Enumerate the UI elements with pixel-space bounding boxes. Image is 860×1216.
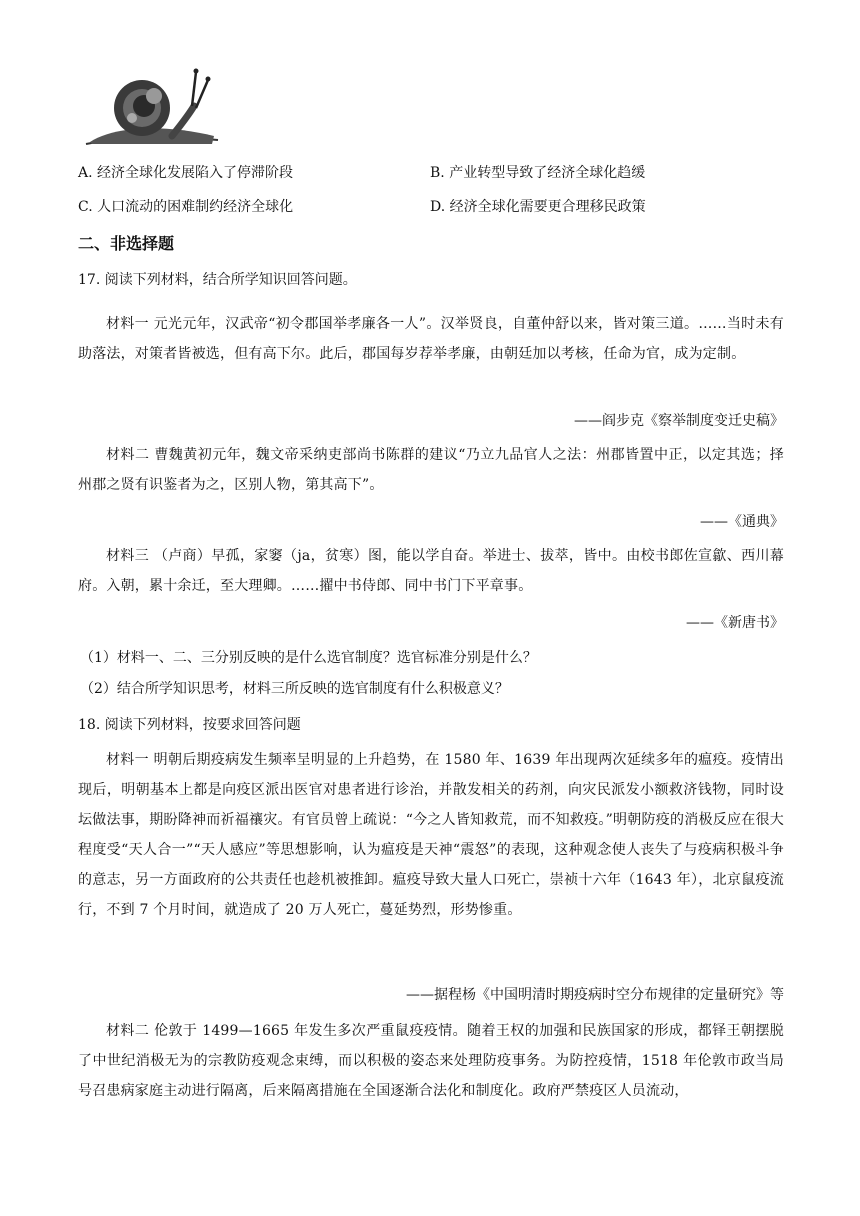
question-18-prompt: 18. 阅读下列材料，按要求回答问题 [78,717,301,733]
q17-material-1-source: ——阎步克《察举制度变迁史稿》 [574,413,784,429]
q17-material-3-source: ——《新唐书》 [686,615,784,631]
option-a: A. 经济全球化发展陷入了停滞阶段 [78,165,294,181]
option-c: C. 人口流动的困难制约经济全球化 [78,199,294,215]
q17-subquestion-2: （2）结合所学知识思考，材料三所反映的选官制度有什么积极意义？ [80,681,509,697]
q17-subquestion-1: （1）材料一、二、三分别反映的是什么选官制度？选官标准分别是什么？ [80,650,537,666]
q17-material-2: 材料二 曹魏黄初元年，魏文帝采纳吏部尚书陈群的建议“乃立九品官人之法：州郡皆置中正，以定其选；择州郡之贤有识鉴者为之，区别人物，第其高下”。 [78,447,784,493]
q17-material-1: 材料一 元光元年，汉武帝“初令郡国举孝廉各一人”。汉举贤良，自董仲舒以来，皆对策三道。……当时未有助落法，对策者皆被选，但有高下尔。此后，郡国每岁荐举孝廉，由朝廷加以考核，任命为官，成为定制。 [78,316,784,362]
option-b: B. 产业转型导致了经济全球化趋缓 [430,165,646,181]
q17-material-3: 材料三 （卢商）早孤，家窭（ja，贫寒）图，能以学自奋。举进士、拔萃，皆中。由校书郎佐宣歙、西川幕府。入朝，累十余迁，至大理卿。……擢中书侍郎、同中书门下平章事。 [78,548,784,594]
question-17-prompt: 17. 阅读下列材料，结合所学知识回答问题。 [78,272,357,288]
q18-material-2: 材料二 伦敦于 1499—1665 年发生多次严重鼠疫疫情。随着王权的加强和民族国家的形成，都铎王朝摆脱了中世纪消极无为的宗教防疫观念束缚，而以积极的姿态来处理防疫事务。为防控疫情，1518 年伦敦市政当局号召患病家庭主动进行隔离，后来隔离措施在全国逐渐合法化和制度化。政府严禁疫区人员流动， [78,1023,784,1099]
q18-material-1: 材料一 明朝后期疫病发生频率呈明显的上升趋势，在 1580 年、1639 年出现两次延续多年的瘟疫。疫情出现后，明朝基本上都是向疫区派出医官对患者进行诊治，并散发相关的药剂，向灾民派发小额救济钱物，同时设坛做法事，期盼降神而祈福禳灾。有官员曾上疏说：“今之人皆知救荒，而不知救疫。”明朝防疫的消极反应在很大程度受“天人合一”“天人感应”等思想影响，认为瘟疫是天神“震怒”的表现，这种观念使人丧失了与疫病积极斗争的意志，另一方面政府的公共责任也趁机被推卸。瘟疫导致大量人口死亡，崇祯十六年（1643 年），北京鼠疫流行，不到 7 个月时间，就造成了 20 万人死亡，蔓延势烈，形势惨重。 [78,752,784,918]
q18-material-1-source: ——据程杨《中国明清时期疫病时空分布规律的定量研究》等 [406,987,784,1003]
section-heading: 二、非选择题 [78,234,175,253]
q17-material-2-source: ——《通典》 [700,514,784,530]
option-d: D. 经济全球化需要更合理移民政策 [430,199,646,215]
snail-illustration [84,66,220,146]
